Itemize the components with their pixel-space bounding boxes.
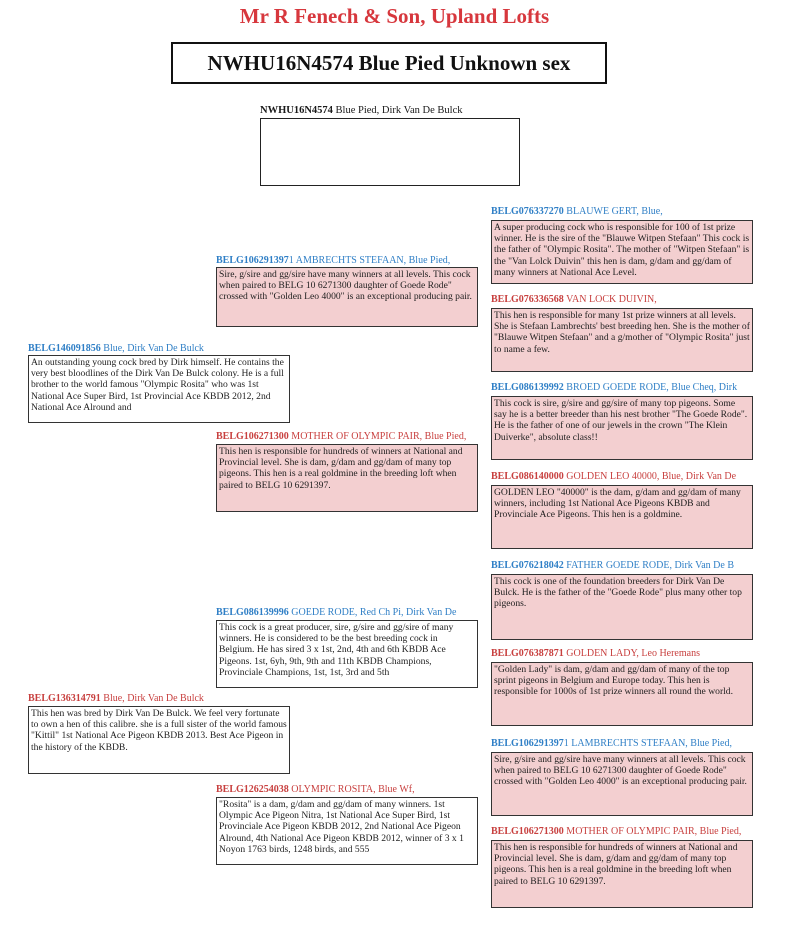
sdd-breeder: Dirk Van De <box>683 471 737 482</box>
sire-dam-header <box>216 431 488 442</box>
dam-dam-name: OLYMPIC ROSITA, Blue Wf, <box>288 784 415 795</box>
sss-ring-id: BELG076337270 <box>491 206 564 217</box>
ddd-name: MOTHER OF OLYMPIC PAIR, Blue Pied, <box>563 826 742 837</box>
dss-ring-id: BELG076218042 <box>491 560 564 571</box>
dds-ring-id: BELG106291397 <box>491 738 564 749</box>
dsd-breeder: Leo Heremans <box>638 648 700 659</box>
subject-id: NWHU16N4574 <box>260 105 333 116</box>
dam-sire-header <box>216 607 484 618</box>
sds-ring-id: BELG086139992 <box>491 382 564 393</box>
sire-sire-notes: Sire, g/sire and gg/sire have many winners at all levels. This cock when paired to BELG 10 6271300 daughter of Goede Rode" crossed with "Golden Leo 4000" is an exceptional producing pair. <box>216 267 478 327</box>
sdd-header <box>491 471 763 482</box>
dam-header <box>28 693 290 704</box>
sdd-ring-id: BELG086140000 <box>491 471 564 482</box>
dsd-ring-id: BELG076387871 <box>491 648 564 659</box>
subject-header <box>260 105 463 116</box>
sire-dam-ring-id: BELG106271300 <box>216 431 289 442</box>
dam-sire-name: GOEDE RODE, Red Ch Pi, <box>288 607 404 618</box>
sds-notes: This cock is sire, g/sire and gg/sire of many top pigeons. Some say he is a better breeder than his nest brother "The Goede Rode". He is the father of one of our jewels in the crown "The Klein Duiverke", absolute class!! <box>491 396 753 460</box>
dss-breeder: Dirk Van De B <box>671 560 734 571</box>
sds-breeder: Dirk <box>716 382 738 393</box>
dsd-header <box>491 648 763 659</box>
sdd-name: GOLDEN LEO 40000, Blue, <box>563 471 684 482</box>
dam-sire-breeder: Dirk Van De <box>403 607 457 618</box>
dsd-notes: "Golden Lady" is dam, g/dam and gg/dam of many of the top sprint pigeons in Belgium and Europe today. This hen is responsible for 1000s of 1st prize winners all round the world. <box>491 662 753 726</box>
dam-breeder: Dirk Van De Bulck <box>124 693 204 704</box>
dam-ring-id: BELG136314791 <box>28 693 101 704</box>
sire-breeder: Dirk Van De Bulck <box>124 343 204 354</box>
sss-notes: A super producing cock who is responsible for 100 of 1st prize winner. He is the sire of the "Blauwe Witpen Stefaan" This cock is the father of "Olympic Rosita". The mother of "Witpen Stefaan" is the "Van Lolck Duivin" this hen is dam, g/dam and gg/dam of many winners at National Ace Level. <box>491 220 753 284</box>
dam-sire-ring-id: BELG086139996 <box>216 607 289 618</box>
dds-header <box>491 738 763 749</box>
ssd-header <box>491 294 761 305</box>
sire-notes: An outstanding young cock bred by Dirk himself. He contains the very best bloodlines of the Dirk Van De Bulck colony. He is a full brother to the world famous "Olympic Rosita" who was 1st National Ace Super Bird, 1st Provincial Ace KBDB 2012, 2nd National Ace Alround and <box>28 355 290 423</box>
ssd-notes: This hen is responsible for many 1st prize winners at all levels. She is Stefaan Lambrechts' best breeding hen. She is the mother of "Blauwe Witpen Stefaan" and a g/mother of "Olympic Rosita" just to name a few. <box>491 308 753 372</box>
dds-name: 1 LAMBRECHTS STEFAAN, Blue Pied, <box>563 738 732 749</box>
dss-name: FATHER GOEDE RODE, <box>563 560 672 571</box>
dam-sire-notes: This cock is a great producer, sire, g/sire and gg/sire of many winners. He is considered to be the best breeding cock in Belgium. He has sired 3 x 1st, 2nd, 4th and 6th KBDB Ace Pigeons. 1st, 6yh, 9th, 9th and 11th KBDB Champions, Provinciale Champions, 1st, 1st, 3rd and 5th <box>216 620 478 688</box>
dss-header <box>491 560 765 571</box>
sss-header <box>491 206 761 217</box>
dam-dam-notes: "Rosita" is a dam, g/dam and gg/dam of many winners. 1st Olympic Ace Pigeon Nitra, 1st National Ace Super Bird, 1st Provinciale Ace Pigeon KBDB 2012, 2nd National Ace Pigeon Alround, 4th National Ace Pigeon KBDB 2012, winner of 3 x 1 Noyon 1763 birds, 1248 birds, and 555 <box>216 797 478 865</box>
sss-name: BLAUWE GERT, Blue, <box>563 206 663 217</box>
sire-sire-name: 1 AMBRECHTS STEFAAN, Blue Pied, <box>288 255 451 266</box>
dam-dam-ring-id: BELG126254038 <box>216 784 289 795</box>
sire-dam-name: MOTHER OF OLYMPIC PAIR, Blue Pied, <box>288 431 467 442</box>
sire-sire-header <box>216 255 486 266</box>
sds-header <box>491 382 763 393</box>
ssd-ring-id: BELG076336568 <box>491 294 564 305</box>
sdd-notes: GOLDEN LEO "40000" is the dam, g/dam and gg/dam of many winners, including 1st National Ace Pigeons KBDB and Provinciale Ace Pigeons. This hen is a goldmine. <box>491 485 753 549</box>
sds-name: BROED GOEDE RODE, Blue Cheq, <box>563 382 717 393</box>
dss-notes: This cock is one of the foundation breeders for Dirk Van De Bulck. He is the father of the "Goede Rode" plus many other top pigeons. <box>491 574 753 640</box>
dam-dam-header <box>216 784 486 795</box>
sire-sire-ring-id: BELG106291397 <box>216 255 289 266</box>
dam-name: Blue, <box>100 693 125 704</box>
ddd-notes: This hen is responsible for hundreds of winners at National and Provincial level. She is dam, g/dam and gg/dam of many top pigeons. This hen is a real goldmine in the breeding loft when paired to BELG 10 6291397. <box>491 840 753 908</box>
sire-dam-notes: This hen is responsible for hundreds of winners at National and Provincial level. She is dam, g/dam and gg/dam of many top pigeons. This hen is a real goldmine in the breeding loft when paired to BELG 10 6291397. <box>216 444 478 512</box>
dam-notes: This hen was bred by Dirk Van De Bulck. We feel very fortunate to own a hen of this calibre. she is a full sister of the world famous "Kittil" 1st National Ace Pigeon KBDB 2013. Best Ace Pigeon in the history of the KBDB. <box>28 706 290 774</box>
sire-ring-id: BELG146091856 <box>28 343 101 354</box>
subject-description: Blue Pied, Dirk Van De Bulck <box>332 105 463 116</box>
dsd-name: GOLDEN LADY, <box>563 648 639 659</box>
dds-notes: Sire, g/sire and gg/sire have many winners at all levels. This cock when paired to BELG 10 6271300 daughter of Goede Rode" crossed with "Golden Leo 4000" is an exceptional producing pair. <box>491 752 753 816</box>
subject-title: NWHU16N4574 Blue Pied Unknown sex <box>171 42 607 84</box>
ssd-name: VAN LOCK DUIVIN, <box>563 294 657 305</box>
sire-header <box>28 343 290 354</box>
ddd-header <box>491 826 765 837</box>
page-title: Mr R Fenech & Son, Upland Lofts <box>239 4 550 28</box>
ddd-ring-id: BELG106271300 <box>491 826 564 837</box>
subject-notes-box <box>260 118 520 186</box>
sire-name: Blue, <box>100 343 125 354</box>
